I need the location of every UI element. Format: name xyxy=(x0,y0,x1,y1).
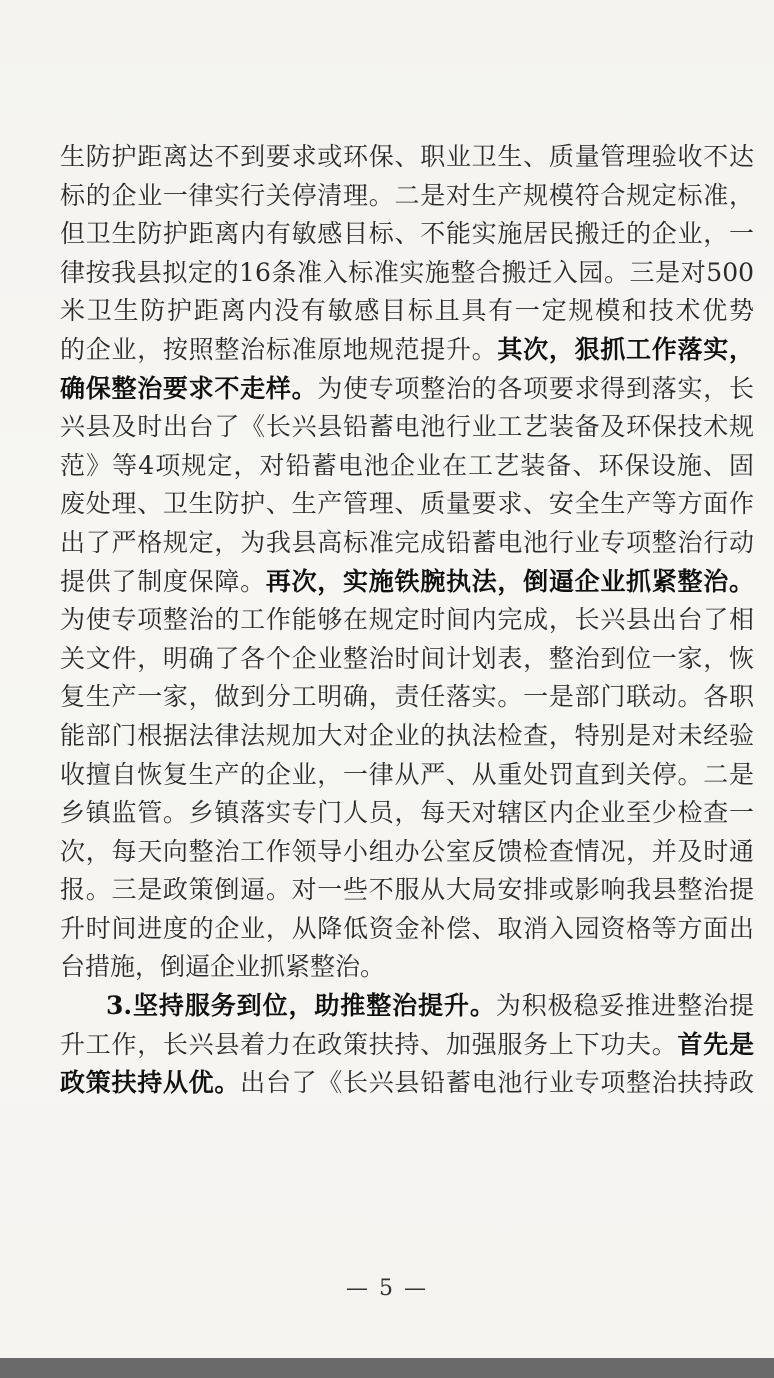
text-line xyxy=(60,756,754,795)
text-segment: 升时间进度的企业，从降低资金补偿、取消入园资格等方面出 xyxy=(60,913,754,943)
text-line xyxy=(60,910,754,949)
text-line xyxy=(60,177,754,216)
text-line xyxy=(60,678,754,717)
text-segment: 复生产一家，做到分工明确，责任落实。一是部门联动。各职 xyxy=(60,682,754,712)
text-segment: 能部门根据法律法规加大对企业的执法检查，特别是对未经验 xyxy=(60,720,754,750)
bottom-edge-bar xyxy=(0,1358,774,1378)
text-line xyxy=(60,254,754,293)
text-line xyxy=(60,794,754,833)
text-segment: 为使专项整治的各项要求得到落实，长 xyxy=(317,373,754,403)
text-segment: 出了严格规定，为我县高标准完成铅蓄电池行业专项整治行动 xyxy=(60,527,754,557)
text-line xyxy=(60,717,754,756)
text-line xyxy=(60,215,754,254)
text-line xyxy=(60,871,754,910)
text-segment: 收擅自恢复生产的企业，一律从严、从重处罚直到关停。二是 xyxy=(60,759,754,789)
text-line xyxy=(60,370,754,409)
text-segment: 的企业，按照整治标准原地规范提升。 xyxy=(60,334,498,364)
text-line xyxy=(60,987,754,1026)
text-line xyxy=(60,447,754,486)
text-line xyxy=(60,408,754,447)
text-segment: 次，每天向整治工作领导小组办公室反馈检查情况，并及时通 xyxy=(60,836,754,866)
text-line xyxy=(60,1064,754,1103)
text-segment: 废处理、卫生防护、生产管理、质量要求、安全生产等方面作 xyxy=(60,489,754,519)
text-line xyxy=(60,563,754,602)
text-line xyxy=(60,640,754,679)
bold-heading-segment: 政策扶持从优。 xyxy=(60,1068,241,1098)
text-line xyxy=(60,485,754,524)
body-text xyxy=(60,138,754,1103)
bold-heading-segment: 其次，狠抓工作落实， xyxy=(497,334,754,364)
text-segment: 律按我县拟定的16条准入标准实施整合搬迁入园。三是对500 xyxy=(60,257,754,287)
bold-heading-segment: 首先是 xyxy=(677,1029,754,1059)
text-segment: 为使专项整治的工作能够在规定时间内完成，长兴县出台了相 xyxy=(60,605,754,635)
text-line xyxy=(60,138,754,177)
text-line xyxy=(60,833,754,872)
text-segment: 为积极稳妥推进整治提 xyxy=(495,991,754,1021)
text-segment: 范》等4项规定，对铅蓄电池企业在工艺装备、环保设施、固 xyxy=(60,450,754,480)
bold-heading-segment: 确保整治要求不走样。 xyxy=(60,373,318,403)
text-segment: 生防护距离达不到要求或环保、职业卫生、质量管理验收不达 xyxy=(60,142,754,171)
text-segment: 报。三是政策倒逼。对一些不服从大局安排或影响我县整治提 xyxy=(60,875,754,905)
text-segment: 米卫生防护距离内没有敏感目标且具有一定规模和技术优势 xyxy=(60,296,754,326)
bold-heading-segment: 再次，实施铁腕执法，倒逼企业抓紧整治。 xyxy=(265,566,754,596)
page-number: — 5 — xyxy=(346,1276,428,1301)
text-segment: 标的企业一律实行关停清理。二是对生产规模符合规定标准， xyxy=(60,180,754,210)
text-segment: 乡镇监管。乡镇落实专门人员，每天对辖区内企业至少检查一 xyxy=(60,798,754,828)
text-line xyxy=(60,1026,754,1065)
text-segment: 台措施，倒逼企业抓紧整治。 xyxy=(60,952,386,982)
text-line xyxy=(60,948,754,987)
text-segment: 升工作，长兴县着力在政策扶持、加强服务上下功夫。 xyxy=(60,1029,678,1059)
text-segment: 但卫生防护距离内有敏感目标、不能实施居民搬迁的企业，一 xyxy=(60,219,754,249)
text-line xyxy=(60,601,754,640)
text-line xyxy=(60,292,754,331)
bold-heading-segment: 3.坚持服务到位，助推整治提升。 xyxy=(106,991,496,1021)
text-line xyxy=(60,524,754,563)
text-segment: 关文件，明确了各个企业整治时间计划表，整治到位一家，恢 xyxy=(60,643,754,673)
text-segment: 兴县及时出台了《长兴县铅蓄电池行业工艺装备及环保技术规 xyxy=(60,412,754,442)
text-line xyxy=(60,331,754,370)
text-segment: 出台了《长兴县铅蓄电池行业专项整治扶持政 xyxy=(240,1068,754,1098)
text-segment: 提供了制度保障。 xyxy=(60,566,266,596)
